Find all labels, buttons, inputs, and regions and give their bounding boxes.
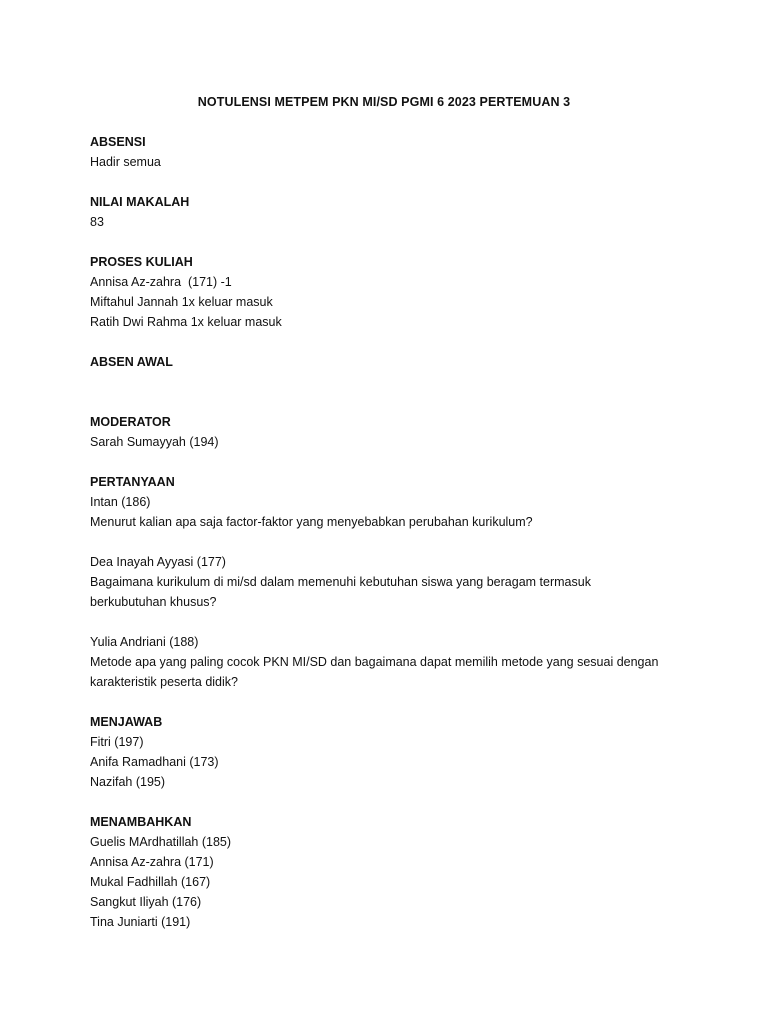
moderator-heading: MODERATOR (90, 415, 171, 429)
question-text: Menurut kalian apa saja factor-faktor yang menyebabkan perubahan kurikulum? (90, 515, 533, 529)
menjawab-item: Anifa Ramadhani (173) (90, 755, 219, 769)
menjawab-heading: MENJAWAB (90, 715, 163, 729)
question-asker: Dea Inayah Ayyasi (177) (90, 555, 226, 569)
menambahkan-heading: MENAMBAHKAN (90, 815, 192, 829)
absensi-heading: ABSENSI (90, 135, 146, 149)
spacer (90, 452, 690, 472)
proses-kuliah-item: Annisa Az-zahra (171) -1 (90, 275, 232, 289)
spacer (90, 232, 690, 252)
nilai-makalah-value: 83 (90, 215, 104, 229)
menambahkan-item: Annisa Az-zahra (171) (90, 855, 214, 869)
menambahkan-item: Sangkut Iliyah (176) (90, 895, 202, 909)
question-text: Bagaimana kurikulum di mi/sd dalam memenuhi kebutuhan siswa yang beragam termasuk (90, 575, 591, 589)
nilai-makalah-heading: NILAI MAKALAH (90, 195, 190, 209)
absen-awal-heading: ABSEN AWAL (90, 355, 173, 369)
menjawab-item: Nazifah (195) (90, 775, 166, 789)
spacer (90, 532, 690, 552)
question-asker: Intan (186) (90, 495, 151, 509)
document-body (90, 132, 690, 932)
menambahkan-item: Guelis MArdhatillah (185) (90, 835, 232, 849)
proses-kuliah-heading: PROSES KULIAH (90, 255, 193, 269)
pertanyaan-heading: PERTANYAAN (90, 475, 175, 489)
question-text: berkubutuhan khusus? (90, 595, 217, 609)
spacer (90, 372, 690, 392)
spacer (90, 332, 690, 352)
question-text: Metode apa yang paling cocok PKN MI/SD dan bagaimana dapat memilih metode yang sesuai dengan (90, 655, 659, 669)
question-asker: Yulia Andriani (188) (90, 635, 199, 649)
menjawab-item: Fitri (197) (90, 735, 144, 749)
spacer (90, 172, 690, 192)
absensi-text: Hadir semua (90, 155, 161, 169)
proses-kuliah-item: Miftahul Jannah 1x keluar masuk (90, 295, 273, 309)
document-title: NOTULENSI METPEM PKN MI/SD PGMI 6 2023 PERTEMUAN 3 (197, 95, 571, 109)
spacer (90, 392, 690, 412)
proses-kuliah-item: Ratih Dwi Rahma 1x keluar masuk (90, 315, 282, 329)
menambahkan-item: Mukal Fadhillah (167) (90, 875, 211, 889)
question-text: karakteristik peserta didik? (90, 675, 238, 689)
menambahkan-item: Tina Juniarti (191) (90, 915, 191, 929)
spacer (90, 792, 690, 812)
spacer (90, 612, 690, 632)
moderator-name: Sarah Sumayyah (194) (90, 435, 219, 449)
spacer (90, 692, 690, 712)
